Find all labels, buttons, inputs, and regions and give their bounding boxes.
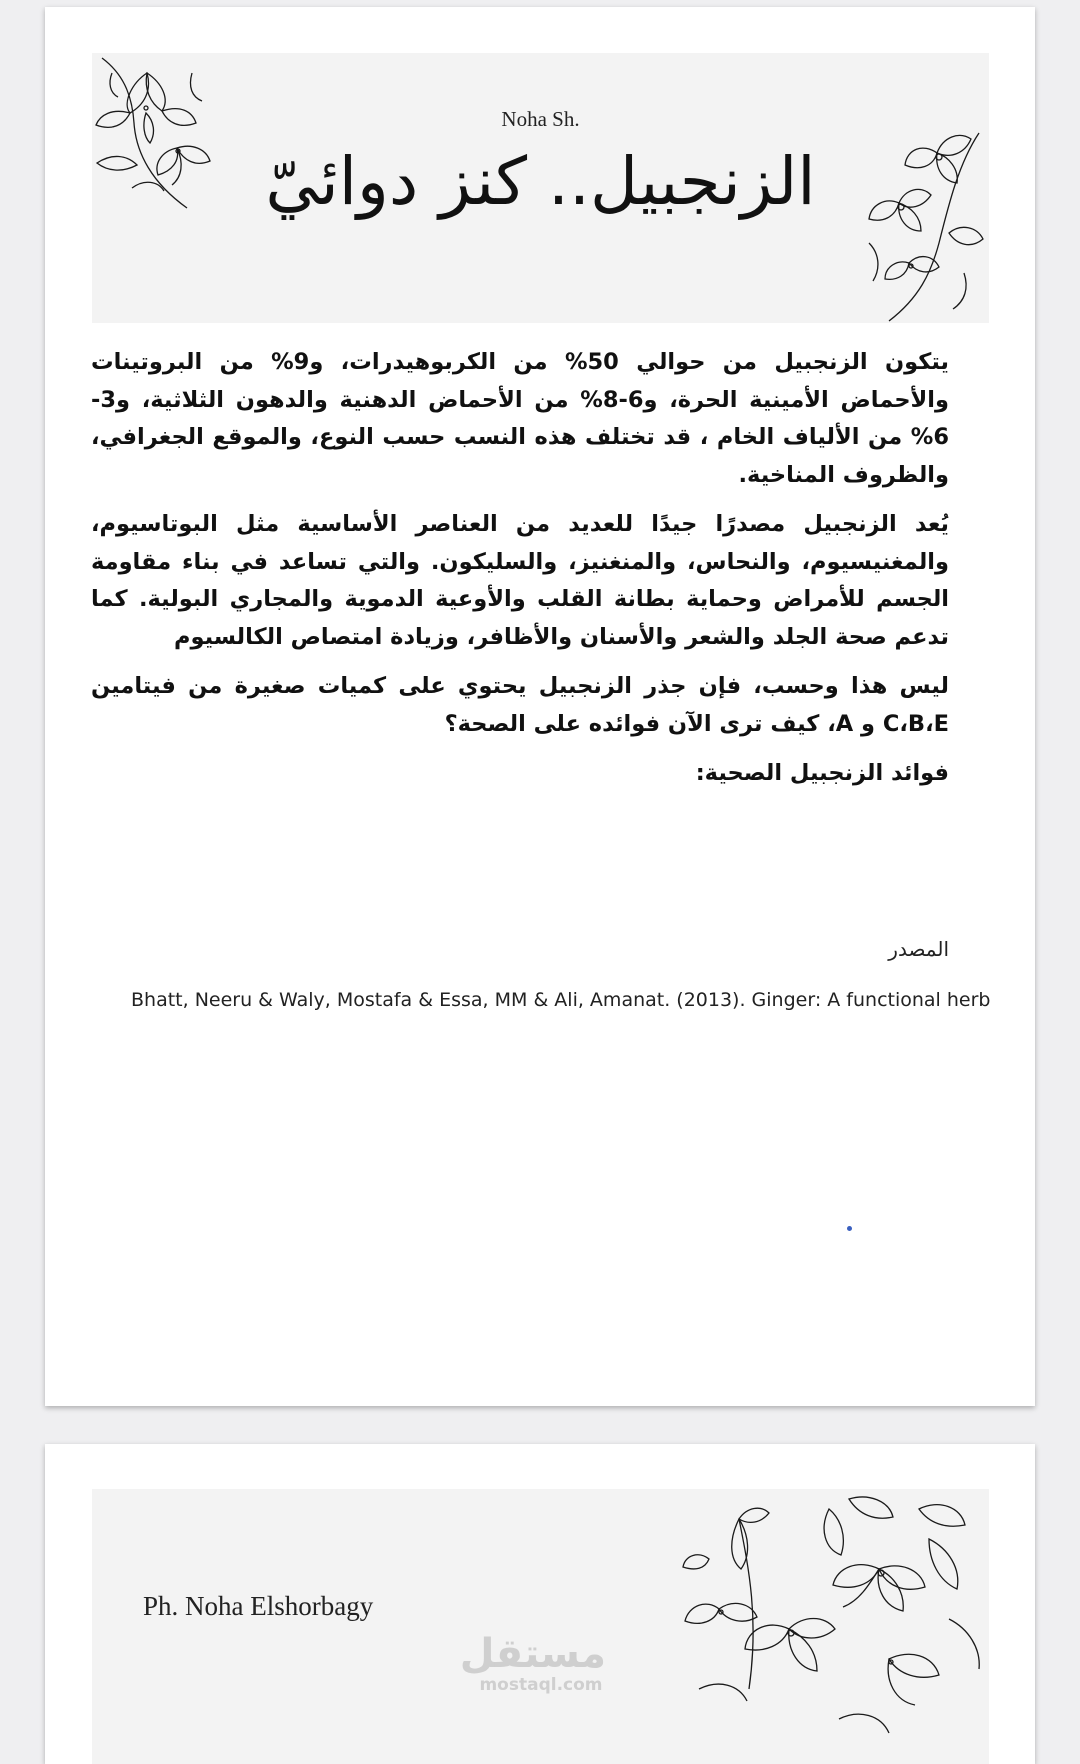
author-name: Noha Sh.: [501, 107, 580, 131]
source-label: المصدر: [888, 937, 949, 961]
document-page-2: [45, 1444, 1035, 1764]
document-page-1: [45, 7, 1035, 1406]
author-full-name: Ph. Noha Elshorbagy: [143, 1591, 374, 1621]
title-banner: [92, 53, 989, 323]
page-title: الزنجبيل.. كنز دوائيّ: [265, 143, 816, 220]
paragraph-vitamins: ليس هذا وحسب، فإن جذر الزنجبيل يحتوي على كميات صغيرة من فيتامين C،B،E و A، كيف ترى الآن فوائده على الصحة؟: [91, 673, 949, 737]
paragraph-minerals: يُعد الزنجبيل مصدرًا جيدًا للعديد من العناصر الأساسية مثل البوتاسيوم، والمغنيسيوم، والنحاس، والمنغنيز، والسليكون. والتي تساعد في بناء مقاومة الجسم للأمراض وحماية بطانة القلب والأوعية الدموية والمجاري البولية. كما تدعم صحة الجلد والشعر والأسنان والأظافر، وزيادة امتصاص الكالسيوم: [91, 511, 949, 650]
paragraph-composition: يتكون الزنجبيل من حوالي 50% من الكربوهيدرات، و9% من البروتينات والأحماض الأمينية الحرة، و6-8% من الأحماض الدهنية والدهون الثلاثية، و3-6% من الألياف الخام ، قد تختلف هذه النسب حسب النوع، والموقع الجغرافي، والظروف المناخية.: [91, 349, 950, 488]
author-banner: [92, 1489, 989, 1764]
watermark-arabic: مستقل: [459, 1631, 606, 1677]
reference-citation: Bhatt, Neeru & Waly, Mostafa & Essa, MM & Ali, Amanat. (2013). Ginger: A functional herb: [131, 989, 991, 1011]
article-body: [91, 344, 949, 805]
watermark: [459, 1631, 606, 1695]
watermark-latin: mostaql.com: [479, 1675, 603, 1695]
benefits-heading: فوائد الزنجبيل الصحية:: [695, 760, 949, 786]
floral-illustration-right: [589, 1489, 989, 1764]
cursor-dot: [847, 1226, 852, 1231]
